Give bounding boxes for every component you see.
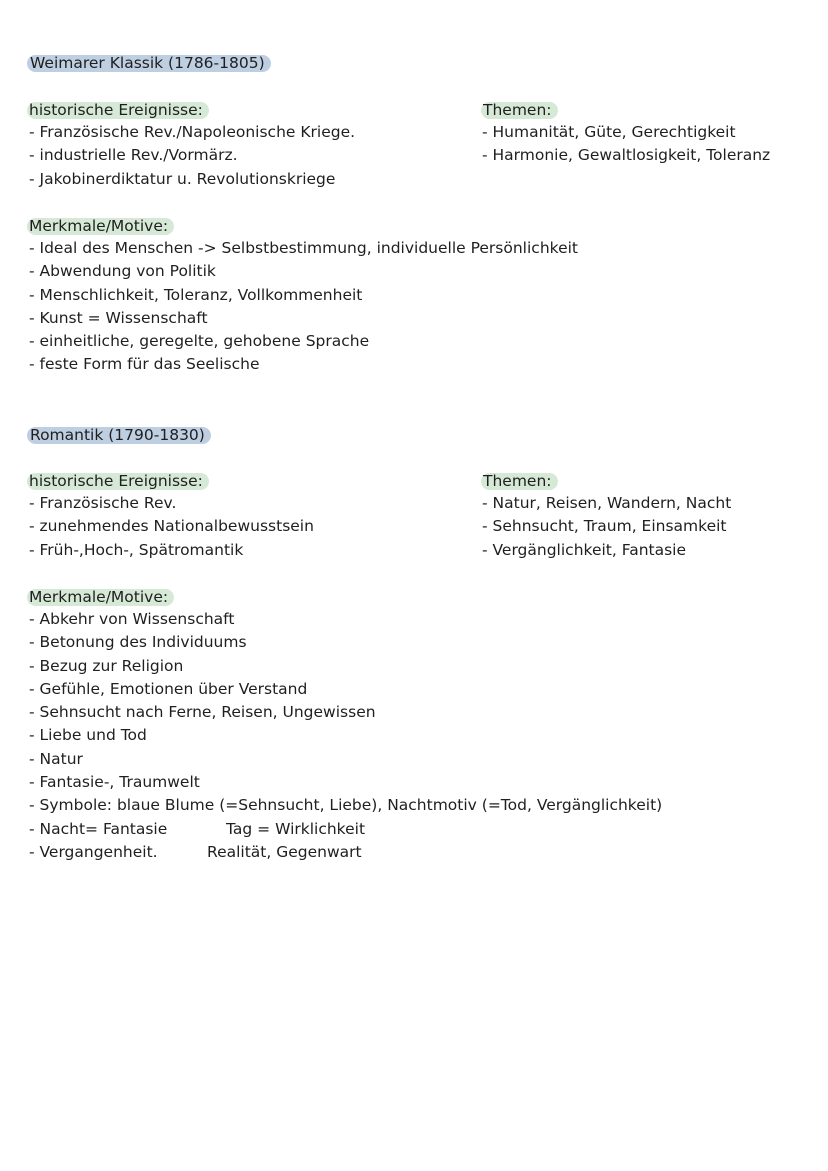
motifs-list	[29, 608, 662, 864]
list-item: - Natur	[29, 749, 83, 768]
list-item: - Liebe und Tod	[29, 726, 147, 745]
motifs-list	[29, 237, 578, 377]
contrast-right: Tag = Wirklichkeit	[226, 819, 366, 838]
themes-list	[482, 121, 770, 168]
list-item: - Kunst = Wissenschaft	[29, 308, 208, 327]
list-item: - einheitliche, geregelte, gehobene Sprache	[29, 332, 370, 351]
historical-events-list	[29, 121, 355, 191]
contrast-row	[29, 818, 662, 841]
section-title: Weimarer Klassik (1786-1805)	[27, 55, 271, 72]
list-item: - Sehnsucht nach Ferne, Reisen, Ungewissen	[29, 703, 376, 722]
historical-events-list	[29, 492, 314, 562]
list-item: - Symbole: blaue Blume (=Sehnsucht, Liebe), Nachtmotiv (=Tod, Vergänglichkeit)	[29, 796, 663, 815]
contrast-left: - Vergangenheit.	[29, 842, 158, 861]
themes-heading: Themen:	[481, 473, 558, 490]
list-item: - Natur, Reisen, Wandern, Nacht	[482, 494, 732, 512]
list-item: - Gefühle, Emotionen über Verstand	[29, 679, 308, 698]
list-item: - Fantasie-, Traumwelt	[29, 773, 200, 792]
themes-heading: Themen:	[481, 102, 558, 119]
list-item: - Abwendung von Politik	[29, 262, 216, 281]
section-title: Romantik (1790-1830)	[27, 427, 211, 444]
list-item: - Französische Rev.	[29, 494, 177, 512]
list-item: - Jakobinerdiktatur u. Revolutionskriege	[29, 169, 336, 188]
motifs-heading: Merkmale/Motive:	[27, 218, 174, 235]
list-item: - Sehnsucht, Traum, Einsamkeit	[482, 517, 727, 536]
list-item: - industrielle Rev./Vormärz.	[29, 146, 238, 165]
list-item: - Humanität, Güte, Gerechtigkeit	[482, 123, 736, 141]
list-item: - feste Form für das Seelische	[29, 355, 260, 374]
historical-events-heading: historische Ereignisse:	[27, 473, 209, 490]
historical-events-heading: historische Ereignisse:	[27, 102, 209, 119]
list-item: - Menschlichkeit, Toleranz, Vollkommenheit	[29, 285, 363, 304]
motifs-heading: Merkmale/Motive:	[27, 589, 174, 606]
list-item: - Harmonie, Gewaltlosigkeit, Toleranz	[482, 146, 771, 165]
contrast-row	[29, 841, 662, 864]
list-item: - Bezug zur Religion	[29, 656, 184, 675]
list-item: - Ideal des Menschen -> Selbstbestimmung, individuelle Persönlichkeit	[29, 239, 578, 257]
list-item: - Betonung des Individuums	[29, 633, 247, 652]
themes-list	[482, 492, 731, 562]
list-item: - zunehmendes Nationalbewusstsein	[29, 517, 314, 536]
list-item: - Abkehr von Wissenschaft	[29, 610, 235, 628]
list-item: - Vergänglichkeit, Fantasie	[482, 540, 687, 559]
contrast-right: Realität, Gegenwart	[207, 842, 362, 861]
list-item: - Früh-,Hoch-, Spätromantik	[29, 540, 244, 559]
contrast-left: - Nacht= Fantasie	[29, 819, 168, 838]
list-item: - Französische Rev./Napoleonische Kriege.	[29, 123, 356, 141]
